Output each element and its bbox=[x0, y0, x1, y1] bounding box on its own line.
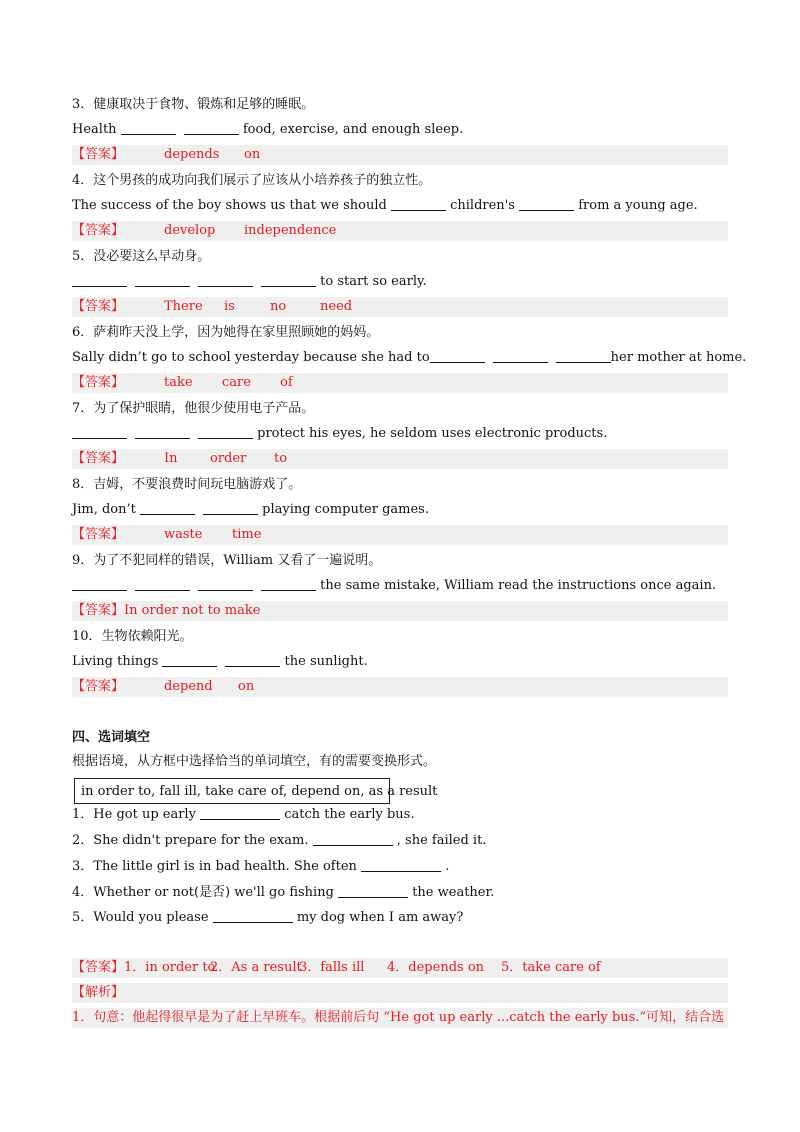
item-3-cn: 3．健康取决于食物、锻炼和足够的睡眠。 bbox=[72, 97, 315, 112]
blank[interactable] bbox=[72, 272, 127, 287]
blank[interactable] bbox=[140, 500, 195, 515]
blank[interactable] bbox=[261, 576, 316, 591]
item-7-answer: 【答案】 In order to bbox=[72, 449, 728, 469]
blank[interactable] bbox=[198, 272, 253, 287]
item-9-cn: 9．为了不犯同样的错误，William 又看了一遍说明。 bbox=[72, 553, 382, 568]
q-4: 4．Whether or not(是否) we'll go fishing the weather. bbox=[72, 885, 495, 900]
item-5-en: to start so early. bbox=[72, 272, 728, 292]
blank[interactable] bbox=[135, 272, 190, 287]
blank[interactable] bbox=[430, 348, 485, 363]
blank[interactable] bbox=[72, 424, 127, 439]
item-10-en: Living things the sunlight. bbox=[72, 654, 368, 669]
blank[interactable] bbox=[261, 272, 316, 287]
q-1: 1．He got up early catch the early bus. bbox=[72, 807, 415, 822]
analysis-label: 【解析】 bbox=[72, 983, 728, 1003]
blank[interactable] bbox=[135, 424, 190, 439]
blank[interactable] bbox=[198, 424, 253, 439]
item-8-answer: 【答案】 waste time bbox=[72, 525, 728, 545]
blank[interactable] bbox=[198, 576, 253, 591]
blank[interactable] bbox=[162, 652, 217, 667]
item-5-cn: 5．没必要这么早动身。 bbox=[72, 249, 211, 264]
blank[interactable] bbox=[213, 908, 293, 923]
item-6-en: Sally didn’t go to school yesterday because she had to her mother at home. bbox=[72, 350, 747, 365]
item-4-en: The success of the boy shows us that we should children's from a young age. bbox=[72, 198, 698, 213]
section-instruction: 根据语境，从方框中选择恰当的单词填空，有的需要变换形式。 bbox=[72, 754, 437, 769]
item-8-en: Jim, don’t playing computer games. bbox=[72, 502, 429, 517]
blank[interactable] bbox=[135, 576, 190, 591]
item-3-en: Health food, exercise, and enough sleep. bbox=[72, 122, 464, 137]
item-9-answer: 【答案】In order not to make bbox=[72, 601, 728, 621]
blank[interactable] bbox=[184, 120, 239, 135]
item-4-cn: 4．这个男孩的成功向我们展示了应该从小培养孩子的独立性。 bbox=[72, 173, 432, 188]
q-2: 2．She didn't prepare for the exam. , she failed it. bbox=[72, 833, 487, 848]
blank[interactable] bbox=[72, 576, 127, 591]
item-8-cn: 8．吉姆，不要浪费时间玩电脑游戏了。 bbox=[72, 477, 302, 492]
q-3: 3．The little girl is in bad health. She often . bbox=[72, 859, 450, 874]
section4-answers: 【答案】1．in order to2．As a result3．falls ill 4．depends on 5．take care of bbox=[72, 958, 728, 978]
blank[interactable] bbox=[361, 857, 441, 872]
blank[interactable] bbox=[391, 196, 446, 211]
blank[interactable] bbox=[121, 120, 176, 135]
blank[interactable] bbox=[313, 831, 393, 846]
blank[interactable] bbox=[225, 652, 280, 667]
blank[interactable] bbox=[203, 500, 258, 515]
item-5-answer: 【答案】 There is no need bbox=[72, 297, 728, 317]
blank[interactable] bbox=[338, 883, 408, 898]
item-9-en: the same mistake, William read the instructions once again. bbox=[72, 576, 728, 596]
blank[interactable] bbox=[493, 348, 548, 363]
blank[interactable] bbox=[200, 805, 280, 820]
section-heading: 四、选词填空 bbox=[72, 730, 151, 745]
word-box: in order to, fall ill, take care of, depend on, as a result bbox=[74, 778, 390, 804]
analysis-text: 1．句意：他起得很早是为了赶上早班车。根据前后句 “He got up early ...catch the early bus.”可知，结合选 bbox=[72, 1008, 728, 1028]
item-7-cn: 7．为了保护眼睛，他很少使用电子产品。 bbox=[72, 401, 315, 416]
item-10-cn: 10．生物依赖阳光。 bbox=[72, 629, 193, 644]
item-10-answer: 【答案】 depend on bbox=[72, 677, 728, 697]
blank[interactable] bbox=[519, 196, 574, 211]
item-6-cn: 6．萨莉昨天没上学，因为她得在家里照顾她的妈妈。 bbox=[72, 325, 380, 340]
item-4-answer: 【答案】 develop independence bbox=[72, 221, 728, 241]
item-3-answer: 【答案】 depends on bbox=[72, 145, 728, 165]
q-5: 5．Would you please my dog when I am away? bbox=[72, 910, 464, 925]
item-6-answer: 【答案】 take care of bbox=[72, 373, 728, 393]
item-7-en: protect his eyes, he seldom uses electronic products. bbox=[72, 424, 728, 444]
blank[interactable] bbox=[556, 348, 611, 363]
